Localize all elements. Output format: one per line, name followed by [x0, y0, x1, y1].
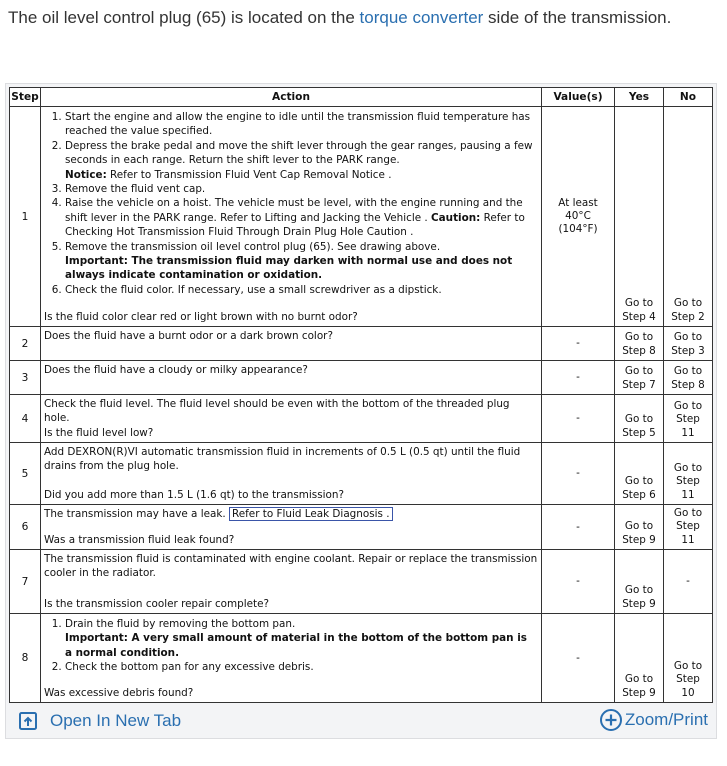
- action-cell: [41, 443, 542, 505]
- no-cell: Go to Step 10: [664, 614, 713, 703]
- table-header-row: [10, 88, 713, 107]
- action-cell: [41, 550, 542, 614]
- step-number: 8: [10, 614, 41, 703]
- action-question: Was excessive debris found?: [44, 687, 194, 699]
- yes-cell: Go to Step 5: [615, 395, 664, 443]
- zoom-print-button[interactable]: [599, 708, 708, 732]
- table-row: [10, 361, 713, 395]
- step-number: 2: [10, 327, 41, 361]
- value-cell: -: [542, 443, 615, 505]
- no-cell: Go to Step 3: [664, 327, 713, 361]
- table-row: [10, 107, 713, 327]
- no-cell: Go to Step 2: [664, 107, 713, 327]
- header-no: No: [664, 88, 713, 107]
- table-row: [10, 614, 713, 703]
- action-text: The transmission fluid is contaminated with engine coolant. Repair or replace the transmission cooler in the radiator.: [44, 553, 538, 579]
- step-number: 4: [10, 395, 41, 443]
- action-list: [41, 614, 541, 675]
- yes-cell: Go to Step 9: [615, 505, 664, 550]
- table-row: [10, 443, 713, 505]
- important-note: Important: The transmission fluid may darken with normal use and does not always indicate contamination or oxidation.: [65, 255, 513, 282]
- yes-cell: Go to Step 9: [615, 614, 664, 703]
- notice-label: Notice:: [65, 168, 107, 181]
- value-cell: -: [542, 550, 615, 614]
- list-item: 1. Drain the fluid by removing the bottom pan. Important: A very small amount of material in the bottom of the bottom pan is a normal condition.: [65, 617, 535, 660]
- step-number: 1: [10, 107, 41, 327]
- action-question: Is the transmission cooler repair complete?: [44, 598, 270, 610]
- value-cell: -: [542, 327, 615, 361]
- yes-cell: Go to Step 6: [615, 443, 664, 505]
- step-number: 7: [10, 550, 41, 614]
- list-item: 3. Remove the fluid vent cap.: [65, 182, 535, 196]
- open-in-new-tab-button[interactable]: [18, 709, 181, 733]
- action-cell: [41, 327, 542, 361]
- action-cell: [41, 505, 542, 550]
- step-number: 3: [10, 361, 41, 395]
- action-question: Does the fluid have a burnt odor or a dark brown color?: [44, 330, 333, 342]
- value-cell: -: [542, 614, 615, 703]
- table-row: [10, 550, 713, 614]
- intro-paragraph: [8, 6, 720, 30]
- header-action: Action: [41, 88, 542, 107]
- panel-footer: [6, 704, 716, 738]
- no-cell: Go to Step 8: [664, 361, 713, 395]
- yes-cell: Go to Step 9: [615, 550, 664, 614]
- action-question: Does the fluid have a cloudy or milky appearance?: [44, 364, 308, 376]
- action-question: Did you add more than 1.5 L (1.6 qt) to the transmission?: [44, 489, 344, 501]
- list-item: 6. Check the fluid color. If necessary, use a small screwdriver as a dipstick.: [65, 283, 535, 297]
- action-question: Was a transmission fluid leak found?: [44, 534, 235, 546]
- action-question: Is the fluid color clear red or light brown with no burnt odor?: [44, 311, 358, 323]
- value-cell: -: [542, 395, 615, 443]
- no-cell: -: [664, 550, 713, 614]
- intro-text-before: The oil level control plug (65) is located on the: [8, 8, 360, 27]
- step-number: 6: [10, 505, 41, 550]
- list-item: 2. Depress the brake pedal and move the shift lever through the gear ranges, pausing a few seconds in each range. Return the shift lever to the PARK range. Notice: Refer to Transmission Fluid Vent Cap Removal Notice .: [65, 139, 535, 182]
- value-cell: At least 40°C (104°F): [542, 107, 615, 327]
- action-text: Add DEXRON(R)VI automatic transmission fluid in increments of 0.5 L (0.5 qt) until the fluid drains from the plug hole.: [44, 446, 521, 472]
- no-cell: Go to Step 11: [664, 395, 713, 443]
- header-step: Step: [10, 88, 41, 107]
- table-row: [10, 505, 713, 550]
- open-in-new-tab-label: Open In New Tab: [50, 711, 182, 730]
- torque-converter-link[interactable]: torque converter: [359, 8, 484, 27]
- list-item: 1. Start the engine and allow the engine to idle until the transmission fluid temperature has reached the value specified.: [65, 110, 535, 139]
- header-values: Value(s): [542, 88, 615, 107]
- action-question: Is the fluid level low?: [44, 427, 154, 439]
- action-cell: [41, 395, 542, 443]
- action-cell: [41, 107, 542, 327]
- yes-cell: Go to Step 7: [615, 361, 664, 395]
- step-number: 5: [10, 443, 41, 505]
- table-row: [10, 395, 713, 443]
- fluid-leak-diagnosis-link[interactable]: Refer to Fluid Leak Diagnosis .: [229, 507, 393, 521]
- caution-label: Caution:: [431, 211, 481, 224]
- list-item: 4. Raise the vehicle on a hoist. The vehicle must be level, with the engine running and the shift lever in the PARK range. Refer to Lifting and Jacking the Vehicle . Caution: Refer to Checking Hot Transmission Fluid Through Drain Plug Hole Caution .: [65, 196, 535, 239]
- yes-cell: Go to Step 4: [615, 107, 664, 327]
- diagnostic-table-panel: [5, 83, 717, 739]
- table-row: [10, 327, 713, 361]
- action-cell: [41, 614, 542, 703]
- open-external-icon: [18, 711, 38, 731]
- diagnostic-table-image: [9, 87, 712, 702]
- zoom-plus-icon: [599, 708, 623, 732]
- intro-text-after: side of the transmission.: [483, 8, 672, 27]
- list-item: 5. Remove the transmission oil level control plug (65). See drawing above. Important: The transmission fluid may darken with normal use and does not always indicate contamination or oxidation.: [65, 240, 535, 283]
- action-cell: [41, 361, 542, 395]
- yes-cell: Go to Step 8: [615, 327, 664, 361]
- important-note: Important: A very small amount of material in the bottom of the bottom pan is a normal condition.: [65, 632, 527, 659]
- value-cell: -: [542, 505, 615, 550]
- list-item: 2. Check the bottom pan for any excessive debris.: [65, 660, 535, 674]
- zoom-print-label: Zoom/Print: [624, 710, 708, 729]
- action-list: [41, 107, 541, 297]
- value-cell: -: [542, 361, 615, 395]
- no-cell: Go to Step 11: [664, 443, 713, 505]
- action-text: Check the fluid level. The fluid level should be even with the bottom of the threaded plug hole.: [44, 398, 510, 424]
- header-yes: Yes: [615, 88, 664, 107]
- diagnostic-table: [9, 87, 713, 703]
- action-text: The transmission may have a leak. Refer to Fluid Leak Diagnosis .: [41, 505, 541, 521]
- no-cell: Go to Step 11: [664, 505, 713, 550]
